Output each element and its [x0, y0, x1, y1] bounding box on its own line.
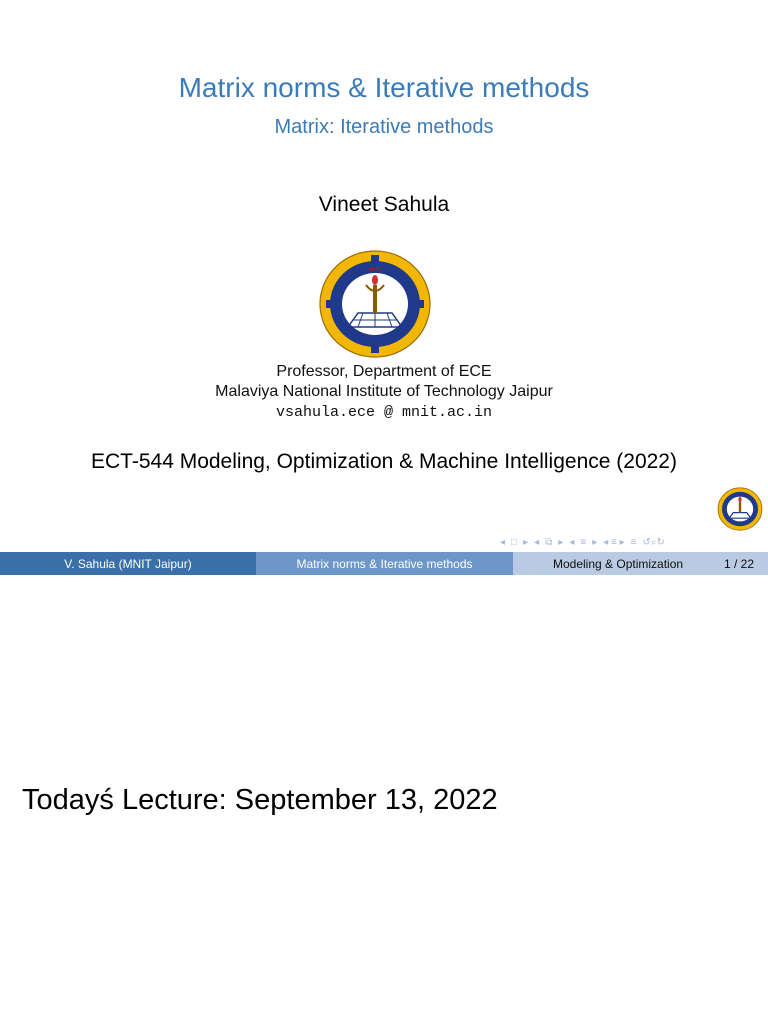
next-section-icon[interactable]: ▸ — [558, 536, 564, 548]
frame-icon[interactable]: □ — [511, 536, 518, 548]
search-icon[interactable]: ↺⌕↻ — [642, 536, 665, 548]
next-subsection-icon[interactable]: ▸ — [592, 536, 598, 548]
slide-title: Matrix norms & Iterative methods — [178, 72, 590, 103]
toc-icon[interactable]: ◂ ≡ ▸ — [603, 536, 625, 548]
institute-logo-small — [717, 487, 763, 531]
author-name: Vineet Sahula — [318, 193, 450, 216]
course-title: ECT-544 Modeling, Optimization & Machine Intelligence (2022) — [91, 450, 677, 473]
footer-topic: Modeling & Optimization — [553, 556, 684, 571]
prev-section-icon[interactable]: ◂ — [534, 536, 540, 548]
align-icon[interactable]: ≡ — [630, 536, 637, 548]
svg-text:MNIT: MNIT — [368, 267, 382, 273]
affiliation-position: Professor, Department of ECE — [276, 363, 492, 380]
prev-subsection-icon[interactable]: ◂ — [569, 536, 575, 548]
section-icon[interactable]: ⧉ — [545, 536, 553, 548]
lecture-date-heading: Todayś Lecture: September 13, 2022 — [22, 784, 498, 816]
slide-subtitle: Matrix: Iterative methods — [274, 116, 494, 138]
page-number: 1 / 22 — [723, 556, 754, 571]
next-frame-icon[interactable]: ▸ — [523, 536, 529, 548]
subsection-icon[interactable]: ≡ — [580, 536, 587, 548]
affiliation-block — [0, 362, 768, 424]
footer-bar — [0, 552, 768, 575]
institute-logo — [318, 249, 432, 359]
beamer-navigation — [500, 535, 765, 549]
footer-author: V. Sahula (MNIT Jaipur) — [0, 552, 256, 575]
prev-frame-icon[interactable]: ◂ — [500, 536, 506, 548]
footer-right — [513, 552, 768, 575]
affiliation-institute: Malaviya National Institute of Technology Jaipur — [215, 383, 553, 400]
footer-title: Matrix norms & Iterative methods — [256, 552, 513, 575]
author-email: vsahula.ece @ mnit.ac.in — [275, 404, 493, 421]
